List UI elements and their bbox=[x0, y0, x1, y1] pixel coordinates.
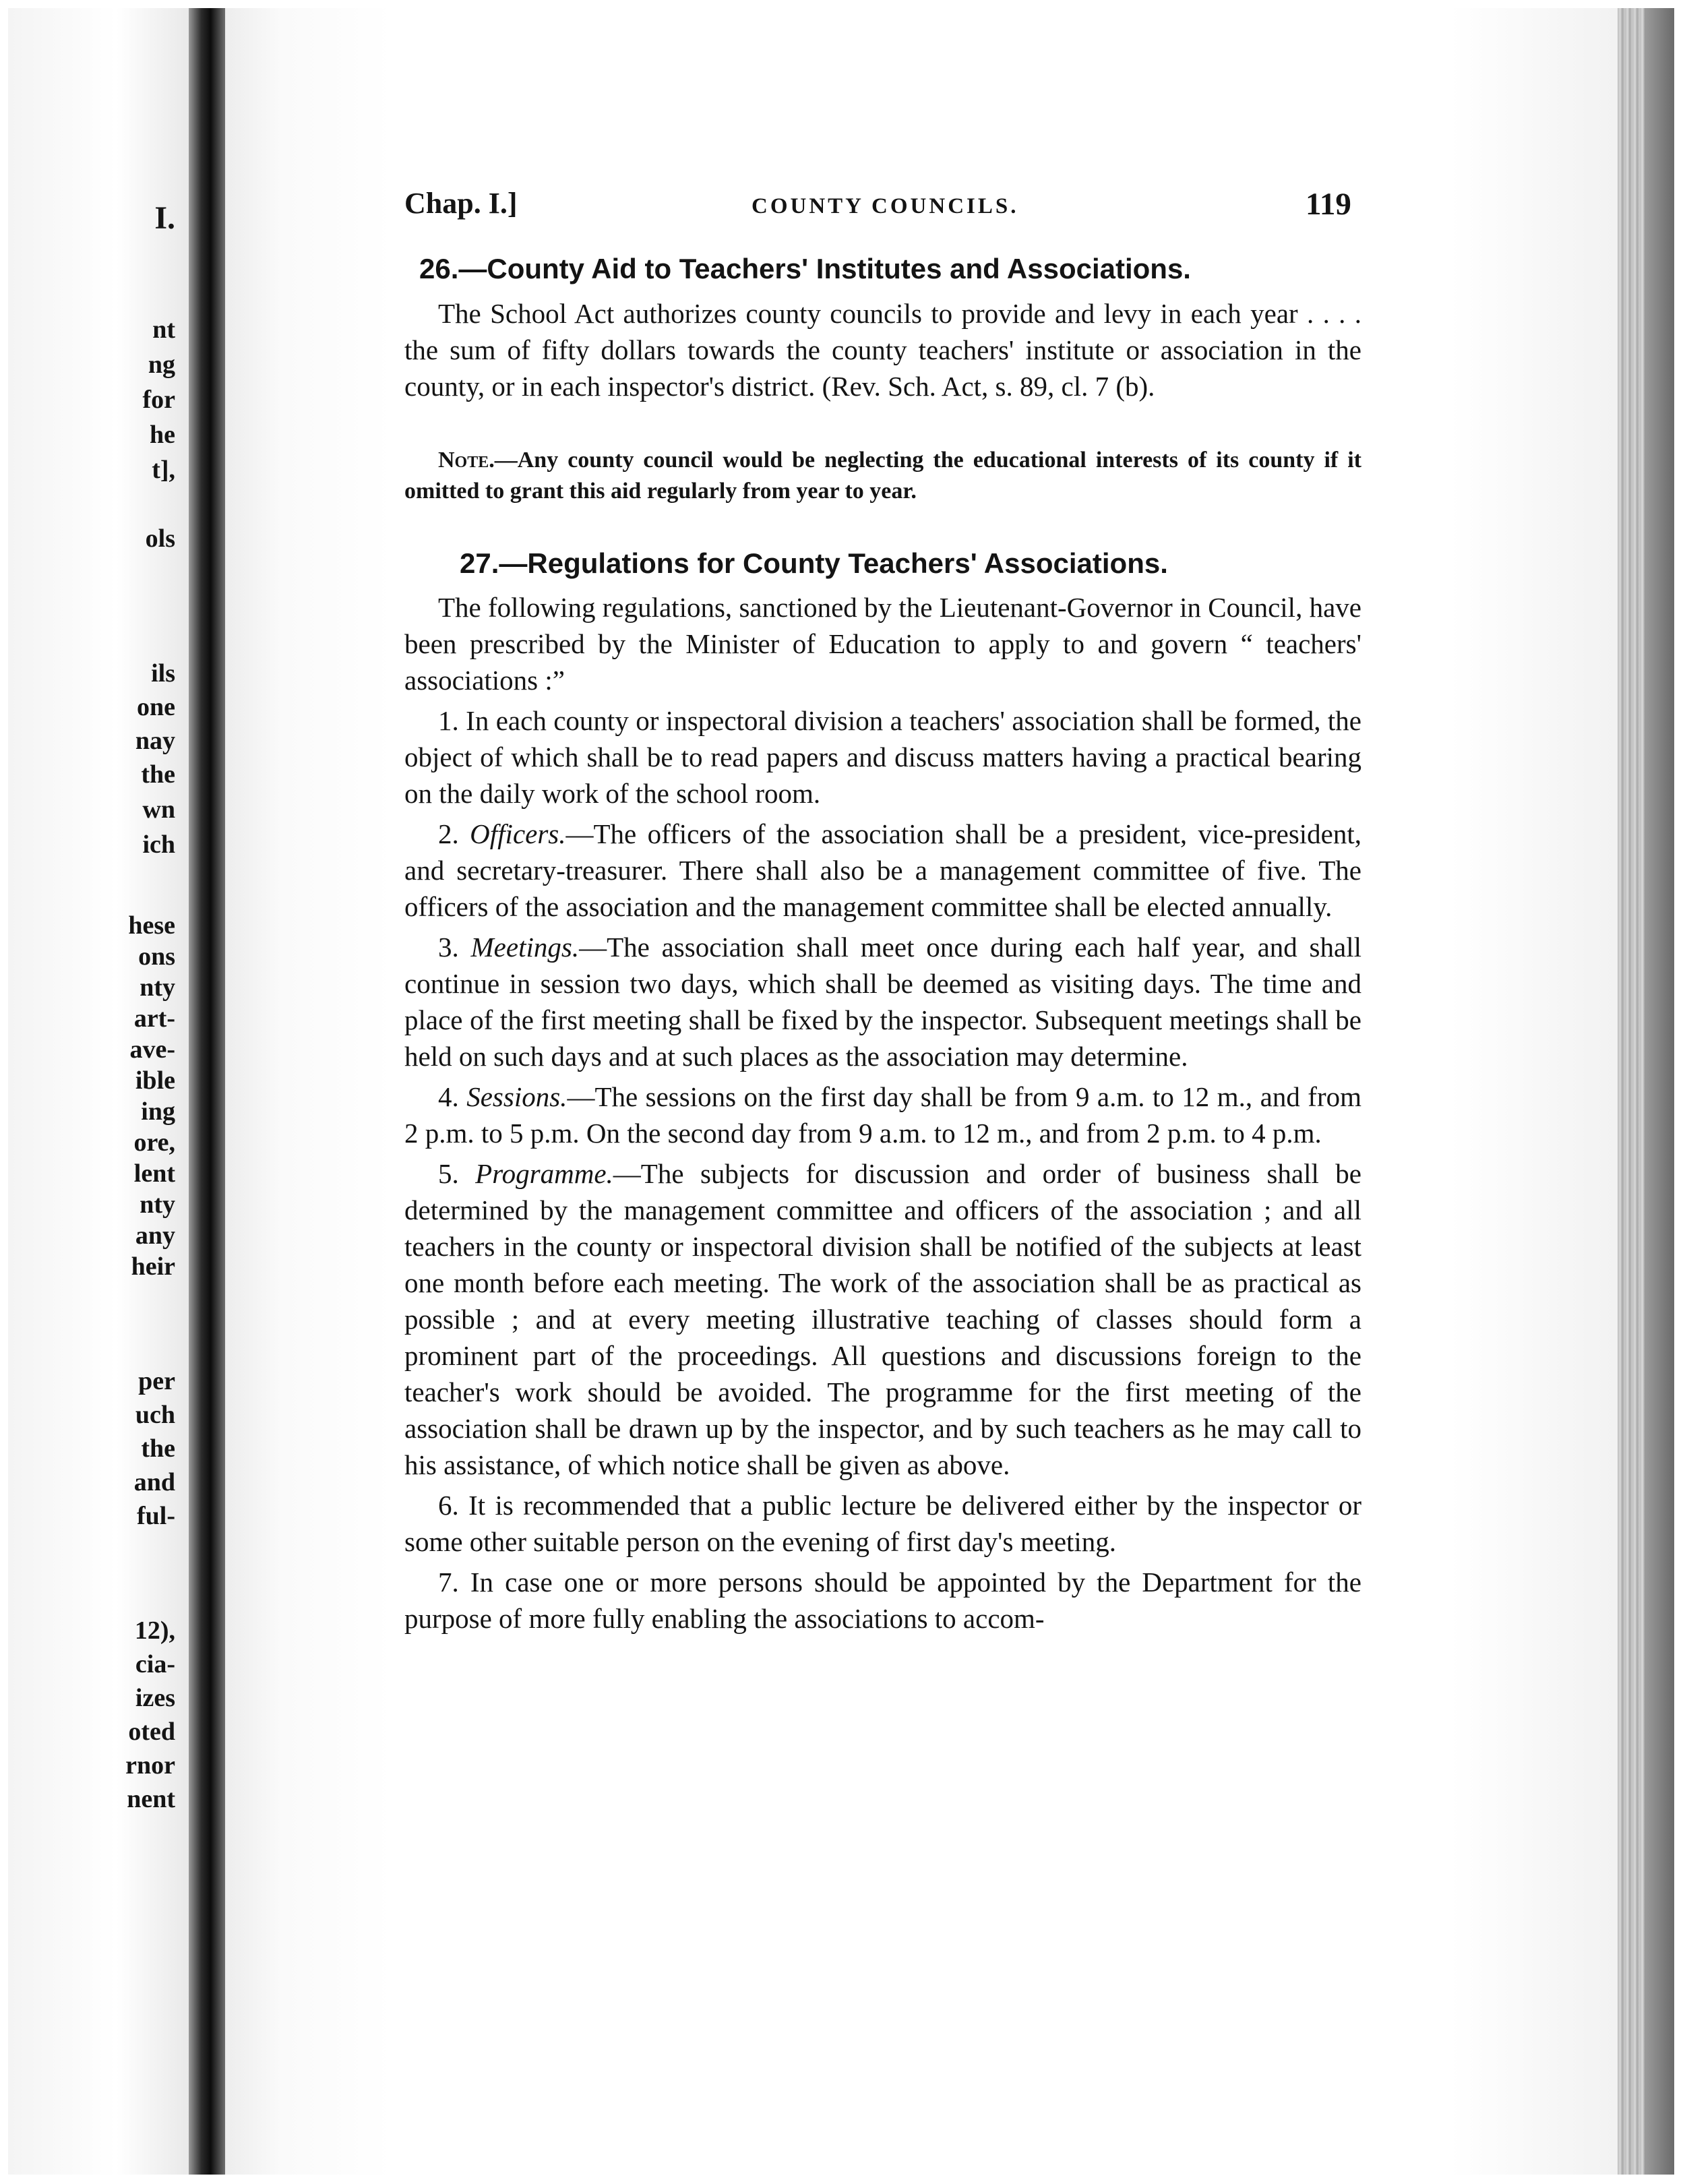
page-number: 119 bbox=[1306, 187, 1351, 222]
regulation-item bbox=[404, 816, 1361, 925]
regulation-number: 1. bbox=[438, 705, 466, 736]
facing-page-fragment: ons bbox=[138, 942, 175, 971]
facing-page-fragment: rnor bbox=[125, 1751, 175, 1780]
facing-page-fragment: ils bbox=[151, 659, 175, 688]
facing-page-fragment: per bbox=[138, 1367, 175, 1395]
section-26-heading: 26.—County Aid to Teachers' Institutes and Associations. bbox=[419, 253, 1191, 284]
facing-page-fragment: wn bbox=[142, 795, 175, 824]
facing-page-fragment: he bbox=[150, 421, 175, 449]
facing-page-fragment: nt bbox=[152, 315, 175, 344]
regulation-item bbox=[404, 929, 1361, 1074]
facing-page-fragment: heir bbox=[131, 1252, 175, 1281]
facing-page-fragment: 12), bbox=[134, 1616, 175, 1645]
note-label: Note. bbox=[438, 448, 495, 473]
facing-page-fragment: ing bbox=[141, 1097, 175, 1126]
facing-page-fragment: the bbox=[141, 1434, 175, 1463]
regulation-text: In case one or more persons should be appointed by the Department for the purpose of more fully enabling the associations to accom- bbox=[404, 1567, 1362, 1634]
facing-page-fragment: ible bbox=[135, 1066, 175, 1095]
facing-page-fragment: ore, bbox=[133, 1128, 175, 1157]
regulation-item bbox=[404, 702, 1361, 812]
regulation-text: In each county or inspectoral division a teachers' association shall be formed, the object of which shall be to read papers and discuss matters having a practical bearing on the daily work of the school room. bbox=[404, 705, 1362, 809]
regulation-title: Officers. bbox=[470, 818, 566, 849]
facing-page-fragment: oted bbox=[128, 1718, 175, 1746]
facing-page-fragment: cia- bbox=[135, 1650, 175, 1678]
facing-page-fragment: for bbox=[142, 386, 175, 414]
facing-page-fragment: ols bbox=[145, 524, 175, 553]
regulation-title: Meetings. bbox=[470, 932, 580, 963]
regulation-item bbox=[404, 1079, 1361, 1151]
facing-page-fragment: hese bbox=[128, 911, 175, 940]
section-27-body bbox=[404, 589, 1361, 1637]
regulation-number: 3. bbox=[438, 932, 471, 963]
facing-page-fragment: one bbox=[137, 693, 175, 721]
facing-page-fragment: any bbox=[135, 1221, 175, 1250]
regulation-title: Sessions. bbox=[466, 1081, 568, 1112]
section-26-text: The School Act authorizes county councils to provide and levy in each year . . . . the sum of fifty dollars towards the county teachers' institute or association in the county, or in each inspector's district. (Rev. Sch. Act, s. 89, cl. 7 (b). bbox=[404, 298, 1361, 402]
facing-page-fragment: ave- bbox=[129, 1035, 175, 1064]
regulation-text: —The sessions on the first day shall be from 9 a.m. to 12 m., and from 2 p.m. to 5 p.m. On the second day from 9 a.m. to 12 m., and from 2 p.m. to 4 p.m. bbox=[404, 1081, 1361, 1149]
facing-page-fragment: lent bbox=[133, 1159, 175, 1188]
facing-page-fragment: izes bbox=[135, 1684, 175, 1712]
facing-page-fragment: art- bbox=[133, 1004, 175, 1033]
regulations-list bbox=[404, 702, 1361, 1637]
regulation-number: 7. bbox=[438, 1567, 470, 1598]
note-text: —Any county council would be neglecting the educational interests of its county if it omitted to grant this aid regularly from year to year. bbox=[404, 448, 1361, 504]
facing-page-fragment: nay bbox=[135, 727, 175, 755]
section-27-heading: 27.—Regulations for County Teachers' Associations. bbox=[460, 547, 1168, 579]
section-27-intro: The following regulations, sanctioned by the Lieutenant-Governor in Council, have been prescribed by the Minister of Education to apply to and govern “ teachers' associations :” bbox=[404, 592, 1361, 696]
facing-page-fragment: t], bbox=[152, 456, 175, 484]
regulation-text: It is recommended that a public lecture be delivered either by the inspector or some other suitable person on the evening of first day's meeting. bbox=[404, 1490, 1362, 1557]
regulation-number: 2. bbox=[438, 818, 470, 849]
running-title: COUNTY COUNCILS. bbox=[752, 194, 1019, 218]
facing-page-fragment: I. bbox=[154, 200, 175, 236]
facing-page-edge bbox=[8, 8, 189, 2175]
facing-page-fragment: ich bbox=[142, 830, 175, 859]
facing-page-fragment: the bbox=[141, 760, 175, 789]
regulation-item bbox=[404, 1155, 1361, 1483]
regulation-number: 4. bbox=[438, 1081, 467, 1112]
chapter-label: Chap. I.] bbox=[404, 187, 518, 220]
regulation-number: 6. bbox=[438, 1490, 469, 1521]
regulation-number: 5. bbox=[438, 1158, 476, 1189]
facing-page-fragment: and bbox=[133, 1468, 175, 1496]
facing-page-fragment: uch bbox=[135, 1401, 175, 1429]
facing-page-fragment: nent bbox=[127, 1785, 175, 1813]
facing-page-fragment: nty bbox=[140, 973, 175, 1002]
section-26-note bbox=[404, 445, 1361, 507]
regulation-text: —The subjects for discussion and order of business shall be determined by the management committee and officers of the association ; and all teachers in the county or inspectoral division shall be notified of the subjects at least one month before each meeting. The work of the association shall be as practical as possible ; and at every meeting illustrative teaching of classes should form a prominent part of the proceedings. All questions and discussions foreign to the teacher's work should be avoided. The programme for the first meeting of the association shall be drawn up by the inspector, and by such teachers as he may call to his assistance, of which notice shall be given as above. bbox=[404, 1158, 1361, 1480]
facing-page-fragment: nty bbox=[140, 1190, 175, 1219]
cover-edge bbox=[1645, 8, 1674, 2175]
book-gutter bbox=[189, 8, 225, 2175]
facing-page-fragment: ful- bbox=[137, 1502, 175, 1530]
regulation-text: —The officers of the association shall be a president, vice-president, and secretary-treasurer. There shall also be a management committee of five. The officers of the association and the management committee shall be elected annually. bbox=[404, 818, 1362, 922]
section-26-body bbox=[404, 295, 1361, 404]
regulation-item bbox=[404, 1487, 1361, 1560]
regulation-item bbox=[404, 1564, 1361, 1637]
regulation-text: —The association shall meet once during each half year, and shall continue in session two days, which shall be deemed as visiting days. The time and place of the first meeting shall be fixed by the inspector. Subsequent meetings shall be held on such days and at such places as the association may determine. bbox=[404, 932, 1361, 1072]
facing-page-fragment: ng bbox=[148, 351, 175, 379]
regulation-title: Programme. bbox=[475, 1158, 613, 1189]
